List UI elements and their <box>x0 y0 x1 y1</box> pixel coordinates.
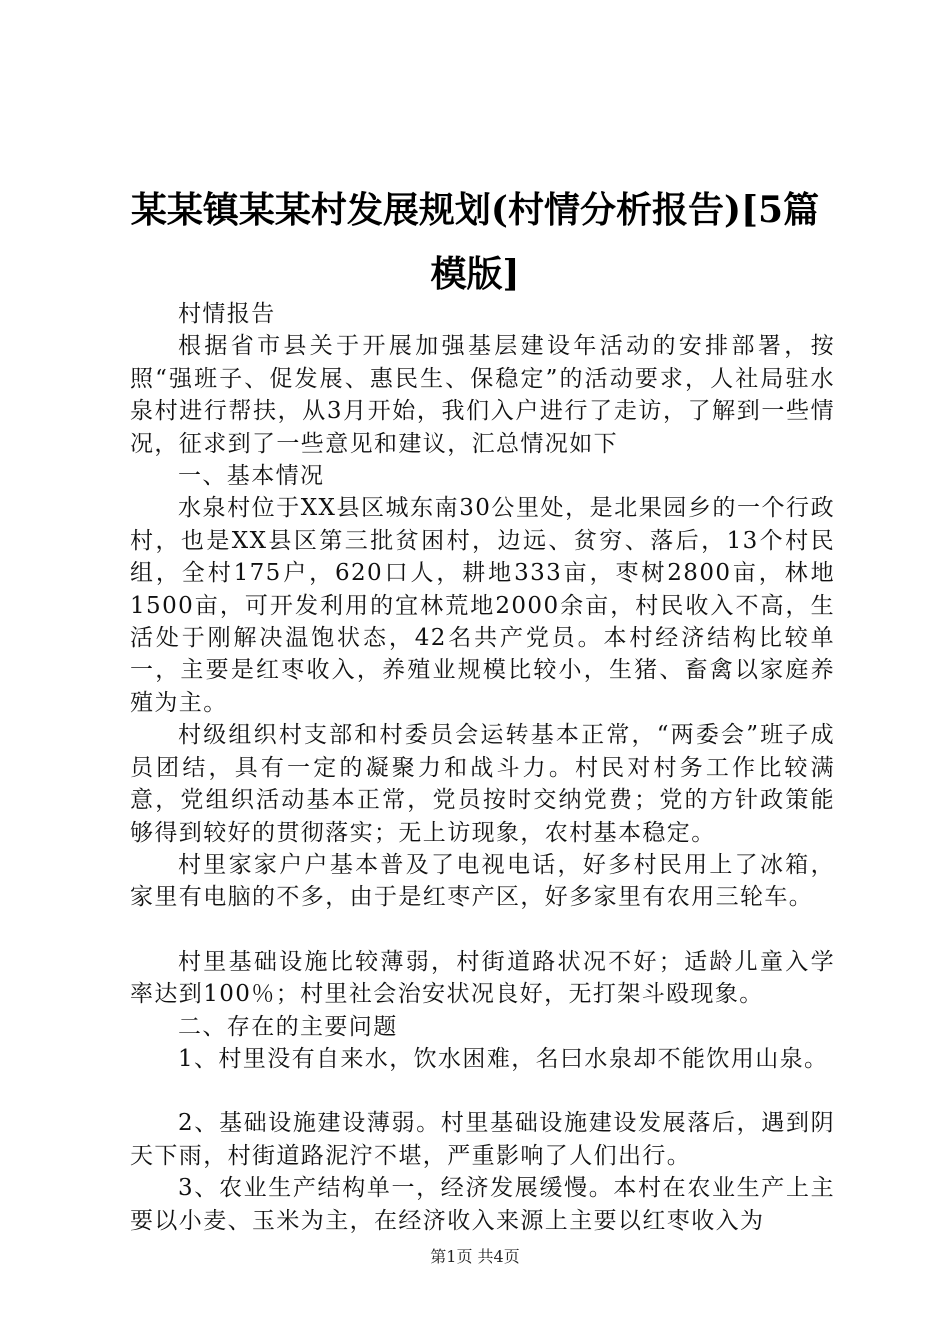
document-body <box>130 298 835 1237</box>
paragraph-problem-2: 2、基础设施建设薄弱。村里基础设施建设发展落后，遇到阴天下雨，村街道路泥泞不堪，严重影响了人们出行。 <box>130 1110 835 1169</box>
paragraph-problem-3: 3、农业生产结构单一，经济发展缓慢。本村在农业生产上主要以小麦、玉米为主，在经济收入来源上主要以红枣收入为 <box>130 1175 835 1234</box>
paragraph-problem-1: 1、村里没有自来水，饮水困难，名曰水泉却不能饮用山泉。 <box>178 1045 829 1072</box>
paragraph-basic-2: 村级组织村支部和村委员会运转基本正常，“两委会”班子成员团结，具有一定的凝聚力和战斗力。村民对村务工作比较满意，党组织活动基本正常，党员按时交纳党费；党的方针政策能够得到较好的贯彻落实；无上访现象，农村基本稳定。 <box>130 722 835 846</box>
document-title: 某某镇某某村发展规划(村情分析报告)[5篇模版] <box>130 189 820 295</box>
section-heading-basic: 一、基本情况 <box>178 463 325 490</box>
paragraph-basic-1: 水泉村位于XX县区城东南30公里处，是北果园乡的一个行政村，也是XX县区第三批贫困村，边远、贫穷、落后，13个村民组，全村175户，620口人，耕地333亩，枣树2800亩，林地1500亩，可开发利用的宜林荒地2000余亩，村民收入不高，生活处于刚解决温饱状态，42名共产党员。本村经济结构比较单一，主要是红枣收入，养殖业规模比较小，生猪、畜禽以家庭养殖为主。 <box>130 495 835 716</box>
paragraph-intro: 根据省市县关于开展加强基层建设年活动的安排部署，按照“强班子、促发展、惠民生、保稳定”的活动要求，人社局驻水泉村进行帮扶，从3月开始，我们入户进行了走访，了解到一些情况，征求到了一些意见和建议，汇总情况如下 <box>130 333 835 457</box>
paragraph-heading-report: 村情报告 <box>178 301 276 327</box>
paragraph-basic-3: 村里家家户户基本普及了电视电话，好多村民用上了冰箱，家里有电脑的不多，由于是红枣产区，好多家里有农用三轮车。 <box>130 851 835 911</box>
section-heading-problems: 二、存在的主要问题 <box>178 1013 398 1040</box>
page-number-footer: 第1页 共4页 <box>430 1247 520 1266</box>
paragraph-basic-4: 村里基础设施比较薄弱，村街道路状况不好；适龄儿童入学率达到100％；村里社会治安状况良好，无打架斗殴现象。 <box>130 948 835 1008</box>
